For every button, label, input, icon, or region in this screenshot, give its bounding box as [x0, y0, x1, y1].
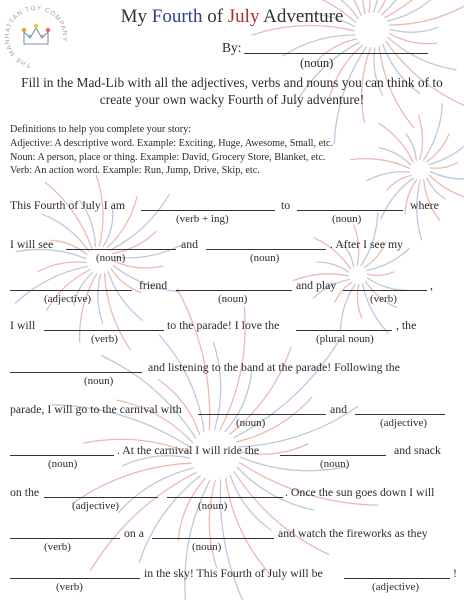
blank-hint: (adjective) — [372, 581, 420, 593]
blank-hint: (verb) — [91, 333, 118, 345]
blank-plural-noun[interactable] — [296, 330, 392, 331]
blank-hint: (adjective) — [44, 293, 92, 305]
story-text: parade, I will go to the carnival with — [10, 402, 182, 416]
story-text: , the — [396, 318, 417, 332]
blank-hint: (noun) — [320, 458, 350, 470]
story-text: This Fourth of July I am — [10, 198, 126, 212]
blank-hint: (noun) — [84, 375, 114, 387]
story-text: . Once the sun goes down I will — [285, 485, 435, 499]
story-text: I will — [10, 318, 36, 332]
page-title: My Fourth of July Adventure — [120, 6, 344, 27]
blank-hint: (noun) — [96, 252, 126, 264]
story-text: ! — [453, 566, 457, 580]
blank-noun[interactable] — [176, 290, 292, 291]
story-text: I will see — [10, 237, 54, 251]
blank-hint: (verb) — [370, 293, 397, 305]
blank-verb-ing[interactable] — [141, 210, 275, 211]
blank-hint: (plural noun) — [316, 333, 374, 345]
story-line-1 — [0, 198, 464, 232]
firework-streak — [387, 176, 411, 191]
story-line-3 — [0, 278, 464, 312]
firework-streak — [368, 272, 394, 275]
definitions — [10, 123, 333, 178]
firework-streak — [419, 116, 423, 160]
story-text: on a — [124, 526, 144, 540]
story-line-10 — [0, 566, 464, 600]
blank-noun[interactable] — [206, 249, 326, 250]
blank-noun[interactable] — [10, 372, 142, 373]
firework-streak — [423, 104, 442, 160]
story-line-5 — [0, 360, 464, 394]
blank-hint: (adjective) — [380, 417, 428, 429]
firework-streak — [430, 162, 457, 168]
story-text: and watch the fireworks as they — [278, 526, 428, 540]
blank-noun[interactable] — [152, 538, 274, 539]
byline-hint: (noun) — [300, 56, 334, 70]
story-text: , — [430, 278, 433, 292]
story-text: . At the carnival I will ride the — [117, 443, 260, 457]
blank-hint: (noun) — [250, 252, 280, 264]
story-text: to — [281, 198, 291, 212]
story-line-7 — [0, 443, 464, 477]
story-line-9 — [0, 526, 464, 560]
blank-adjective[interactable] — [344, 578, 450, 579]
story-text: and play — [296, 278, 337, 292]
story-text: . After I see my — [330, 237, 404, 251]
story-text: to the parade! I love the — [167, 318, 280, 332]
firework-streak — [390, 34, 437, 44]
instructions: Fill in the Mad-Lib with all the adjectives, verbs and nouns you can think of to create your own wacky Fourth of July adventure! — [21, 75, 443, 107]
blank-hint: (noun) — [332, 213, 362, 225]
firework-streak — [429, 175, 464, 200]
firework-streak — [430, 172, 464, 179]
story-line-4 — [0, 318, 464, 352]
story-text: and — [181, 237, 199, 251]
definition-verb: Verb: An action word. Example: Run, Jump, Drive, Skip, etc. — [10, 165, 260, 177]
story-text: and listening to the band at the parade! Following the — [148, 360, 400, 374]
firework-streak — [351, 159, 410, 169]
blank-noun[interactable] — [66, 249, 176, 250]
blank-adjective[interactable] — [355, 414, 445, 415]
firework-streak — [367, 172, 410, 181]
firework-streak — [379, 148, 411, 165]
story-line-6 — [0, 402, 464, 436]
blank-noun[interactable] — [280, 455, 386, 456]
byline-label: By: — [222, 40, 242, 55]
author-blank[interactable] — [244, 53, 428, 54]
blank-verb[interactable] — [10, 538, 120, 539]
firework-streak — [427, 134, 449, 162]
blank-noun[interactable] — [10, 455, 114, 456]
definition-adjective: Adjective: A descriptive word. Example: Exciting, Huge, Awesome, Small, etc. — [10, 137, 334, 149]
firework-streak — [429, 138, 464, 165]
blank-hint: (verb) — [44, 541, 71, 553]
definition-noun: Noun: A person, place or thing. Example: David, Grocery Store, Blanket, etc. — [10, 151, 326, 163]
blank-hint: (noun) — [48, 458, 78, 470]
blank-hint: (verb) — [56, 581, 83, 593]
story-text: and — [330, 402, 348, 416]
blank-adjective[interactable] — [44, 497, 158, 498]
blank-hint: (noun) — [192, 541, 222, 553]
blank-noun[interactable] — [167, 497, 283, 498]
story-line-2 — [0, 237, 464, 271]
story-text: friend — [139, 278, 168, 292]
blank-hint: (noun) — [218, 293, 248, 305]
blank-verb[interactable] — [44, 330, 164, 331]
story-line-8 — [0, 485, 464, 519]
blank-verb[interactable] — [10, 578, 140, 579]
blank-hint: (adjective) — [72, 500, 120, 512]
blank-adjective[interactable] — [10, 290, 132, 291]
blank-noun[interactable] — [297, 210, 403, 211]
blank-hint: (verb + ing) — [176, 213, 229, 225]
story-text: where — [410, 198, 439, 212]
firework-streak — [406, 134, 416, 160]
blank-hint: (noun) — [236, 417, 266, 429]
firework-streak — [379, 123, 413, 162]
story-text: and snack — [394, 443, 441, 457]
firework-streak — [390, 27, 438, 32]
blank-verb[interactable] — [343, 290, 427, 291]
definitions-header: Definitions to help you complete your story: — [10, 124, 192, 135]
svg-text:THE MANHATTAN TOY COMPANY: THE MANHATTAN TOY COMPANY — [3, 4, 69, 69]
blank-hint: (noun) — [198, 500, 228, 512]
blank-noun[interactable] — [198, 414, 326, 415]
firework-streak — [427, 178, 446, 199]
story-text: on the — [10, 485, 40, 499]
story-text: in the sky! This Fourth of July will be — [144, 566, 323, 580]
